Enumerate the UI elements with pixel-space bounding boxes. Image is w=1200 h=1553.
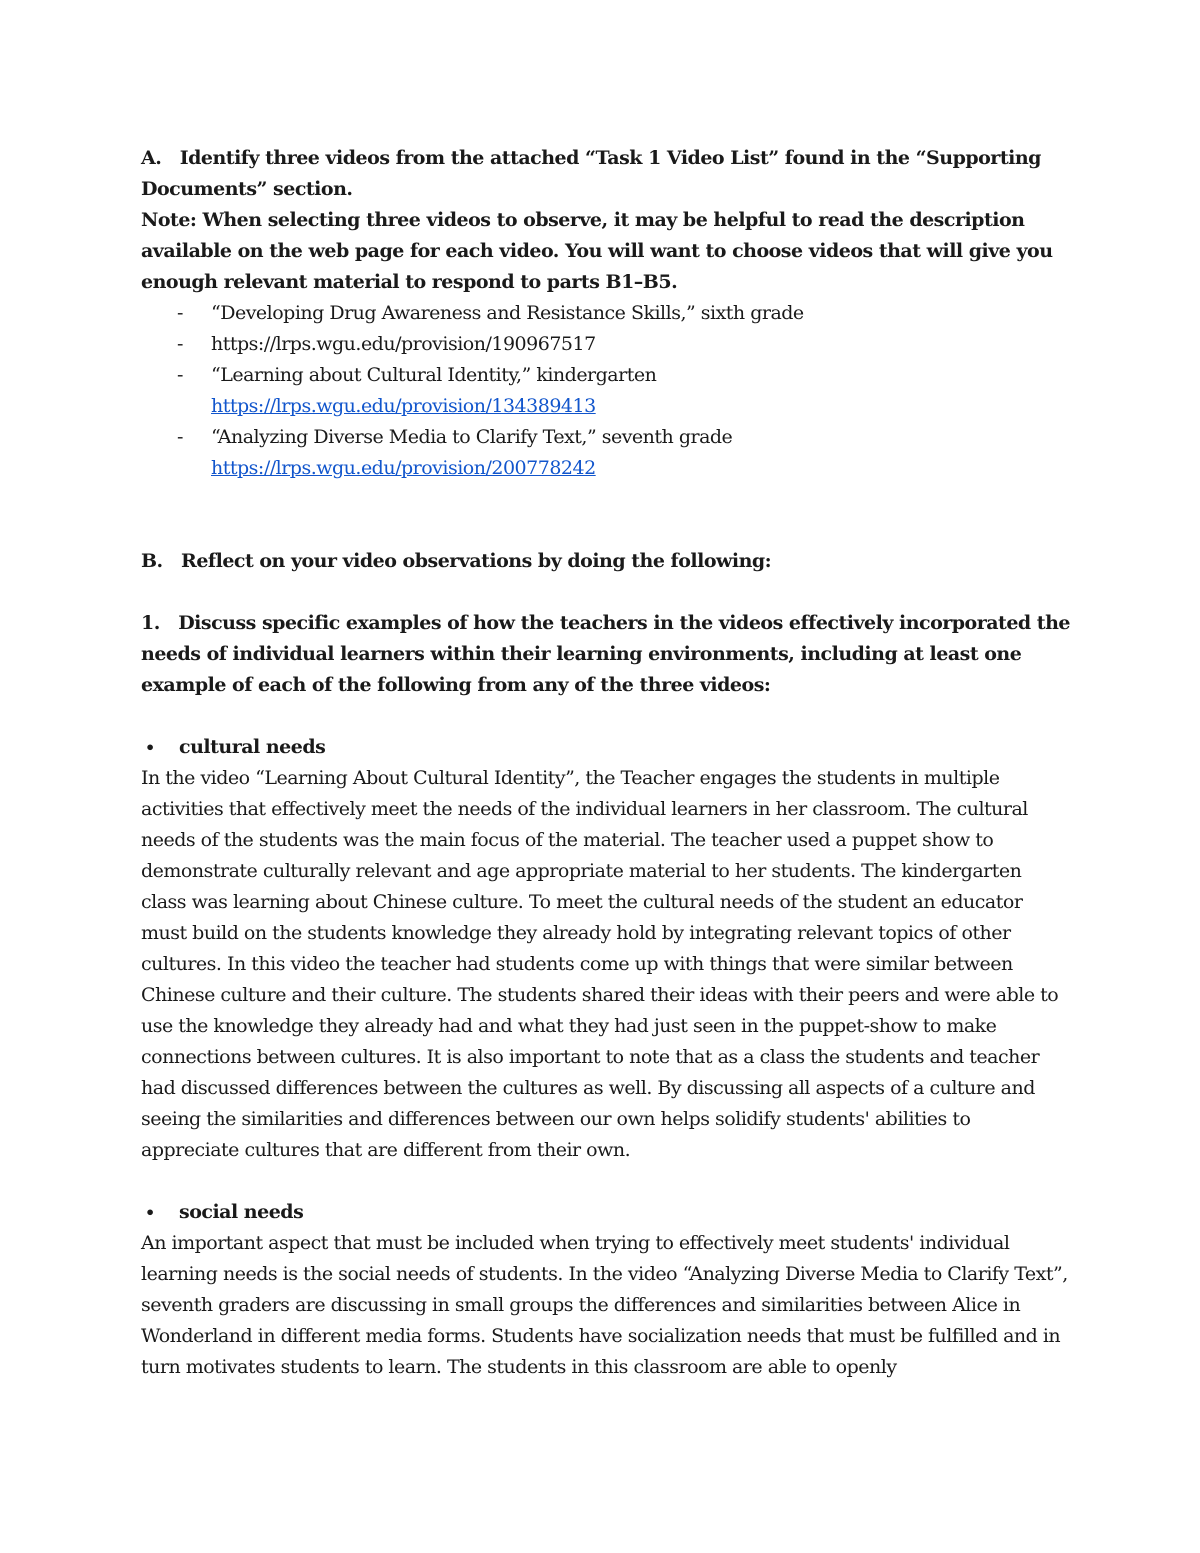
bullet-icon: • bbox=[145, 738, 155, 757]
section-a-note: Note: When selecting three videos to observe, it may be helpful to read the description available on the web page for each video. You will want to choose videos that will give you enough relevant material to respond to parts B1–B5. bbox=[141, 209, 1053, 293]
bullet-icon: • bbox=[145, 1203, 155, 1222]
video-link[interactable]: https://lrps.wgu.edu/provision/200778242 bbox=[211, 457, 596, 479]
cultural-needs-paragraph: In the video “Learning About Cultural Identity”, the Teacher engages the students in multiple activities that effectively meet the needs of the individual learners in her classroom. The cultural needs of the students was the main focus of the material. The teacher used a puppet show to demonstrate culturally relevant and age appropriate material to her students. The kindergarten class was learning about Chinese culture. To meet the cultural needs of the student an educator must build on the students knowledge they already hold by integrating relevant topics of other cultures. In this video the teacher had students come up with things that were similar between Chinese culture and their culture. The students shared their ideas with their peers and were able to use the knowledge they already had and what they had just seen in the puppet-show to make connections between cultures. It is also important to note that as a class the students and teacher had discussed differences between the cultures as well. By discussing all aspects of a culture and seeing the similarities and differences between our own helps solidify students' abilities to appreciate cultures that are different from their own. bbox=[141, 767, 1059, 1161]
section-b-heading bbox=[141, 546, 1070, 577]
item-1-text: Discuss specific examples of how the teachers in the videos effectively incorporated the needs of individual learners within their learning environments, including at least one example of each of the following from any of the three videos: bbox=[141, 612, 1070, 696]
dash-marker: - bbox=[177, 364, 183, 386]
video-link[interactable]: https://lrps.wgu.edu/provision/134389413 bbox=[211, 395, 596, 417]
video-title: “Analyzing Diverse Media to Clarify Text,” seventh grade bbox=[211, 426, 733, 448]
list-item bbox=[177, 329, 1070, 360]
section-b-letter: B. bbox=[141, 550, 163, 572]
cultural-needs-heading bbox=[141, 732, 1070, 763]
section-a-heading bbox=[141, 143, 1070, 205]
dash-marker: - bbox=[177, 333, 183, 355]
item-1-prompt bbox=[141, 608, 1070, 701]
video-list bbox=[141, 298, 1070, 484]
item-1-number: 1. bbox=[141, 612, 160, 634]
cultural-needs-label: cultural needs bbox=[179, 736, 326, 758]
video-title: “Developing Drug Awareness and Resistance Skills,” sixth grade bbox=[211, 302, 804, 324]
dash-marker: - bbox=[177, 426, 183, 448]
social-needs-label: social needs bbox=[179, 1201, 304, 1223]
list-item bbox=[177, 360, 1070, 422]
video-url-text: https://lrps.wgu.edu/provision/190967517 bbox=[211, 333, 596, 355]
section-b-heading-text: Reflect on your video observations by doing the following: bbox=[181, 550, 772, 572]
video-title: “Learning about Cultural Identity,” kindergarten bbox=[211, 364, 657, 386]
section-a-letter: A. bbox=[141, 147, 162, 169]
social-needs-heading bbox=[141, 1197, 1070, 1228]
list-item bbox=[177, 298, 1070, 329]
social-needs-paragraph: An important aspect that must be included when trying to effectively meet students' individual learning needs is the social needs of students. In the video “Analyzing Diverse Media to Clarify Text”, seventh graders are discussing in small groups the differences and similarities between Alice in Wonderland in different media forms. Students have socialization needs that must be fulfilled and in turn motivates students to learn. The students in this classroom are able to openly bbox=[141, 1232, 1068, 1378]
dash-marker: - bbox=[177, 302, 183, 324]
section-a-heading-text: Identify three videos from the attached “Task 1 Video List” found in the “Supporting Documents” section. bbox=[141, 147, 1041, 200]
list-item bbox=[177, 422, 1070, 484]
